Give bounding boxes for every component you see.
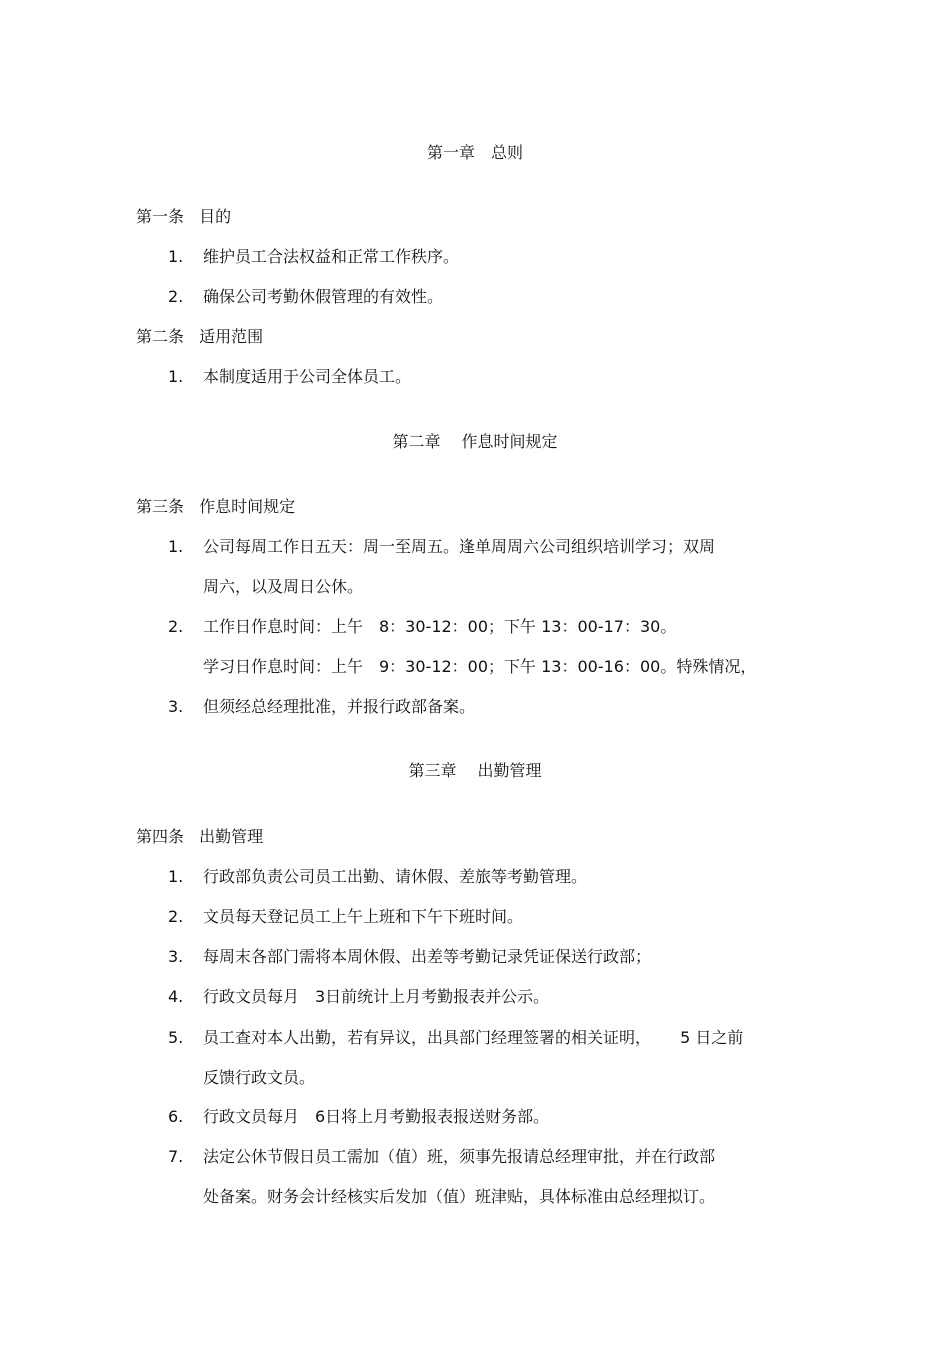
article-label: 第三条 (136, 497, 185, 516)
list-item: 公司每周工作日五天：周一至周五。逢单周周六公司组织培训学习；双周 (203, 537, 716, 556)
list-item: 每周末各部门需将本周休假、出差等考勤记录凭证保送行政部； (203, 947, 652, 966)
list-number: 7. (168, 1147, 184, 1166)
list-number: 2. (168, 287, 184, 306)
list-number: 1. (168, 367, 184, 386)
article-title: 作息时间规定 (199, 497, 296, 516)
list-item: 本制度适用于公司全体员工。 (203, 367, 412, 386)
list-item: 行政文员每月 6日将上月考勤报表报送财务部。 (203, 1107, 550, 1126)
list-number: 1. (168, 537, 184, 556)
list-item-continuation: 周六，以及周日公休。 (203, 577, 364, 596)
list-item: 确保公司考勤休假管理的有效性。 (203, 287, 444, 306)
article-title: 出勤管理 (199, 827, 264, 846)
article-label: 第一条 (136, 207, 185, 226)
list-number: 2. (168, 617, 184, 636)
article-4-heading (136, 827, 263, 847)
article-label: 第二条 (136, 327, 185, 346)
list-number: 1. (168, 247, 184, 266)
article-title: 适用范围 (199, 327, 264, 346)
list-item: 文员每天登记员工上午上班和下午下班时间。 (203, 907, 524, 926)
article-1-heading (136, 207, 231, 227)
list-item: 学习日作息时间：上午 9：30-12：00；下午 13：00-16：00。特殊情况， (203, 657, 757, 676)
list-item: 行政文员每月 3日前统计上月考勤报表并公示。 (203, 987, 550, 1006)
list-item-continuation: 处备案。财务会计经核实后发加（值）班津贴，具体标准由总经理拟订。 (203, 1187, 716, 1206)
list-item: 法定公休节假日员工需加（值）班，须事先报请总经理审批，并在行政部 (203, 1147, 716, 1166)
chapter-3-title: 第三章 出勤管理 (408, 761, 542, 780)
list-item-continuation: 反馈行政文员。 (203, 1068, 316, 1087)
list-item: 员工查对本人出勤，若有异议，出具部门经理签署的相关证明， 5 日之前 (203, 1028, 744, 1047)
list-number: 3. (168, 947, 184, 966)
list-number: 3. (168, 697, 184, 716)
list-number: 2. (168, 907, 184, 926)
list-number: 5. (168, 1028, 184, 1047)
chapter-1-title: 第一章 总则 (426, 143, 523, 162)
article-2-heading (136, 327, 263, 347)
list-number: 6. (168, 1107, 184, 1126)
list-number: 1. (168, 867, 184, 886)
article-label: 第四条 (136, 827, 185, 846)
article-title: 目的 (199, 207, 232, 226)
list-number: 4. (168, 987, 184, 1006)
list-item-continuation: 但须经总经理批准，并报行政部备案。 (203, 697, 476, 716)
list-item: 工作日作息时间：上午 8：30-12：00；下午 13：00-17：30。 (203, 617, 677, 636)
list-item: 行政部负责公司员工出勤、请休假、差旅等考勤管理。 (203, 867, 588, 886)
article-3-heading (136, 497, 295, 517)
list-item: 维护员工合法权益和正常工作秩序。 (203, 247, 460, 266)
chapter-2-title: 第二章 作息时间规定 (392, 432, 558, 451)
